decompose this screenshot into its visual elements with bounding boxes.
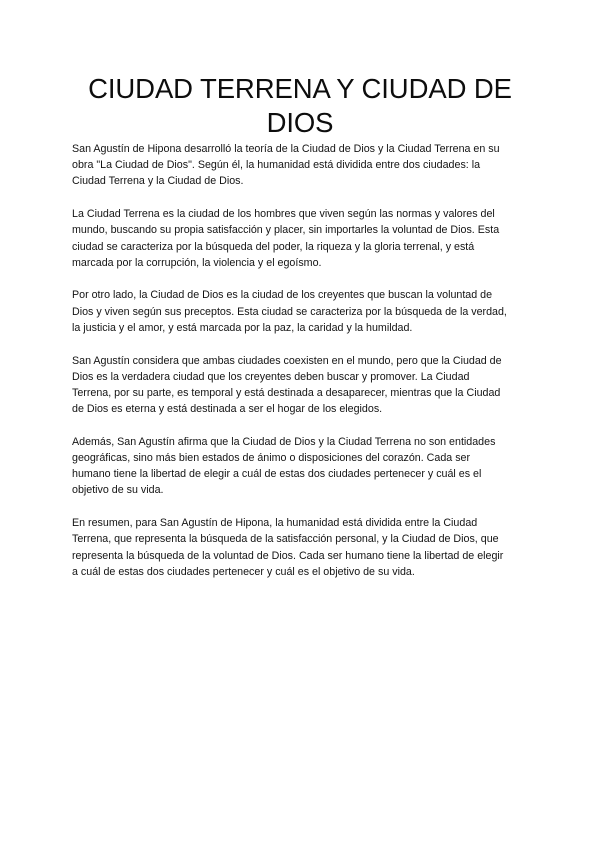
paragraph-ademas xyxy=(72,434,532,499)
text-line: Terrena, por su parte, es temporal y está destinada a desaparecer, mientras que la Ciudad xyxy=(72,386,501,399)
text-line: San Agustín considera que ambas ciudades coexisten en el mundo, pero que la Ciudad de xyxy=(72,354,502,367)
paragraph-intro xyxy=(72,141,532,190)
text-line: marcada por la corrupción, la violencia y el egoísmo. xyxy=(72,256,322,269)
text-line: la justicia y el amor, y está marcada por la paz, la caridad y la humildad. xyxy=(72,321,413,334)
title-line: DIOS xyxy=(266,107,334,138)
text-line: representa la búsqueda de la voluntad de Dios. Cada ser humano tiene la libertad de elegir xyxy=(72,549,504,562)
text-line: objetivo de su vida. xyxy=(72,484,164,497)
paragraph-ciudad-de-dios xyxy=(72,287,532,336)
text-line: En resumen, para San Agustín de Hipona, la humanidad está dividida entre la Ciudad xyxy=(72,517,478,530)
text-line: San Agustín de Hipona desarrolló la teoría de la Ciudad de Dios y la Ciudad Terrena en su xyxy=(72,143,500,155)
text-line: ciudad se caracteriza por la búsqueda del poder, la riqueza y la gloria terrenal, y está xyxy=(72,240,475,253)
text-line: La Ciudad Terrena es la ciudad de los hombres que viven según las normas y valores del xyxy=(72,208,495,221)
text-line: Ciudad Terrena y la Ciudad de Dios. xyxy=(72,175,244,188)
text-line: de Dios es eterna y está destinada a ser el hogar de los elegidos. xyxy=(72,403,383,416)
text-line: Terrena, que representa la búsqueda de la satisfacción personal, y la Ciudad de Dios, que xyxy=(72,533,499,546)
text-line: mundo, buscando su propia satisfacción y placer, sin importarles la voluntad de Dios. Esta xyxy=(72,224,500,237)
text-line: Por otro lado, la Ciudad de Dios es la ciudad de los creyentes que buscan la voluntad de xyxy=(72,289,493,302)
paragraph-coexistencia xyxy=(72,353,532,418)
text-line: obra "La Ciudad de Dios". Según él, la humanidad está dividida entre dos ciudades: la xyxy=(72,159,481,172)
title-line: CIUDAD TERRENA Y CIUDAD DE xyxy=(88,73,512,104)
text-line: a cuál de estas dos ciudades pertenecer y cuál es el objetivo de su vida. xyxy=(72,565,415,578)
text-line: Dios es la verdadera ciudad que los creyentes deben buscar y promover. La Ciudad xyxy=(72,370,470,383)
paragraph-resumen xyxy=(72,515,532,580)
text-line: Dios y viven según sus preceptos. Esta ciudad se caracteriza por la búsqueda de la verdad, xyxy=(72,305,507,318)
document-body xyxy=(72,141,532,596)
text-line: geográficas, sino más bien estados de ánimo o disposiciones del corazón. Cada ser xyxy=(72,452,471,465)
text-line: Además, San Agustín afirma que la Ciudad de Dios y la Ciudad Terrena no son entidades xyxy=(72,435,496,448)
paragraph-ciudad-terrena xyxy=(72,206,532,271)
text-line: humano tiene la libertad de elegir a cuál de estas dos ciudades pertenecer y cuál es el xyxy=(72,468,482,481)
document-title xyxy=(60,72,540,140)
